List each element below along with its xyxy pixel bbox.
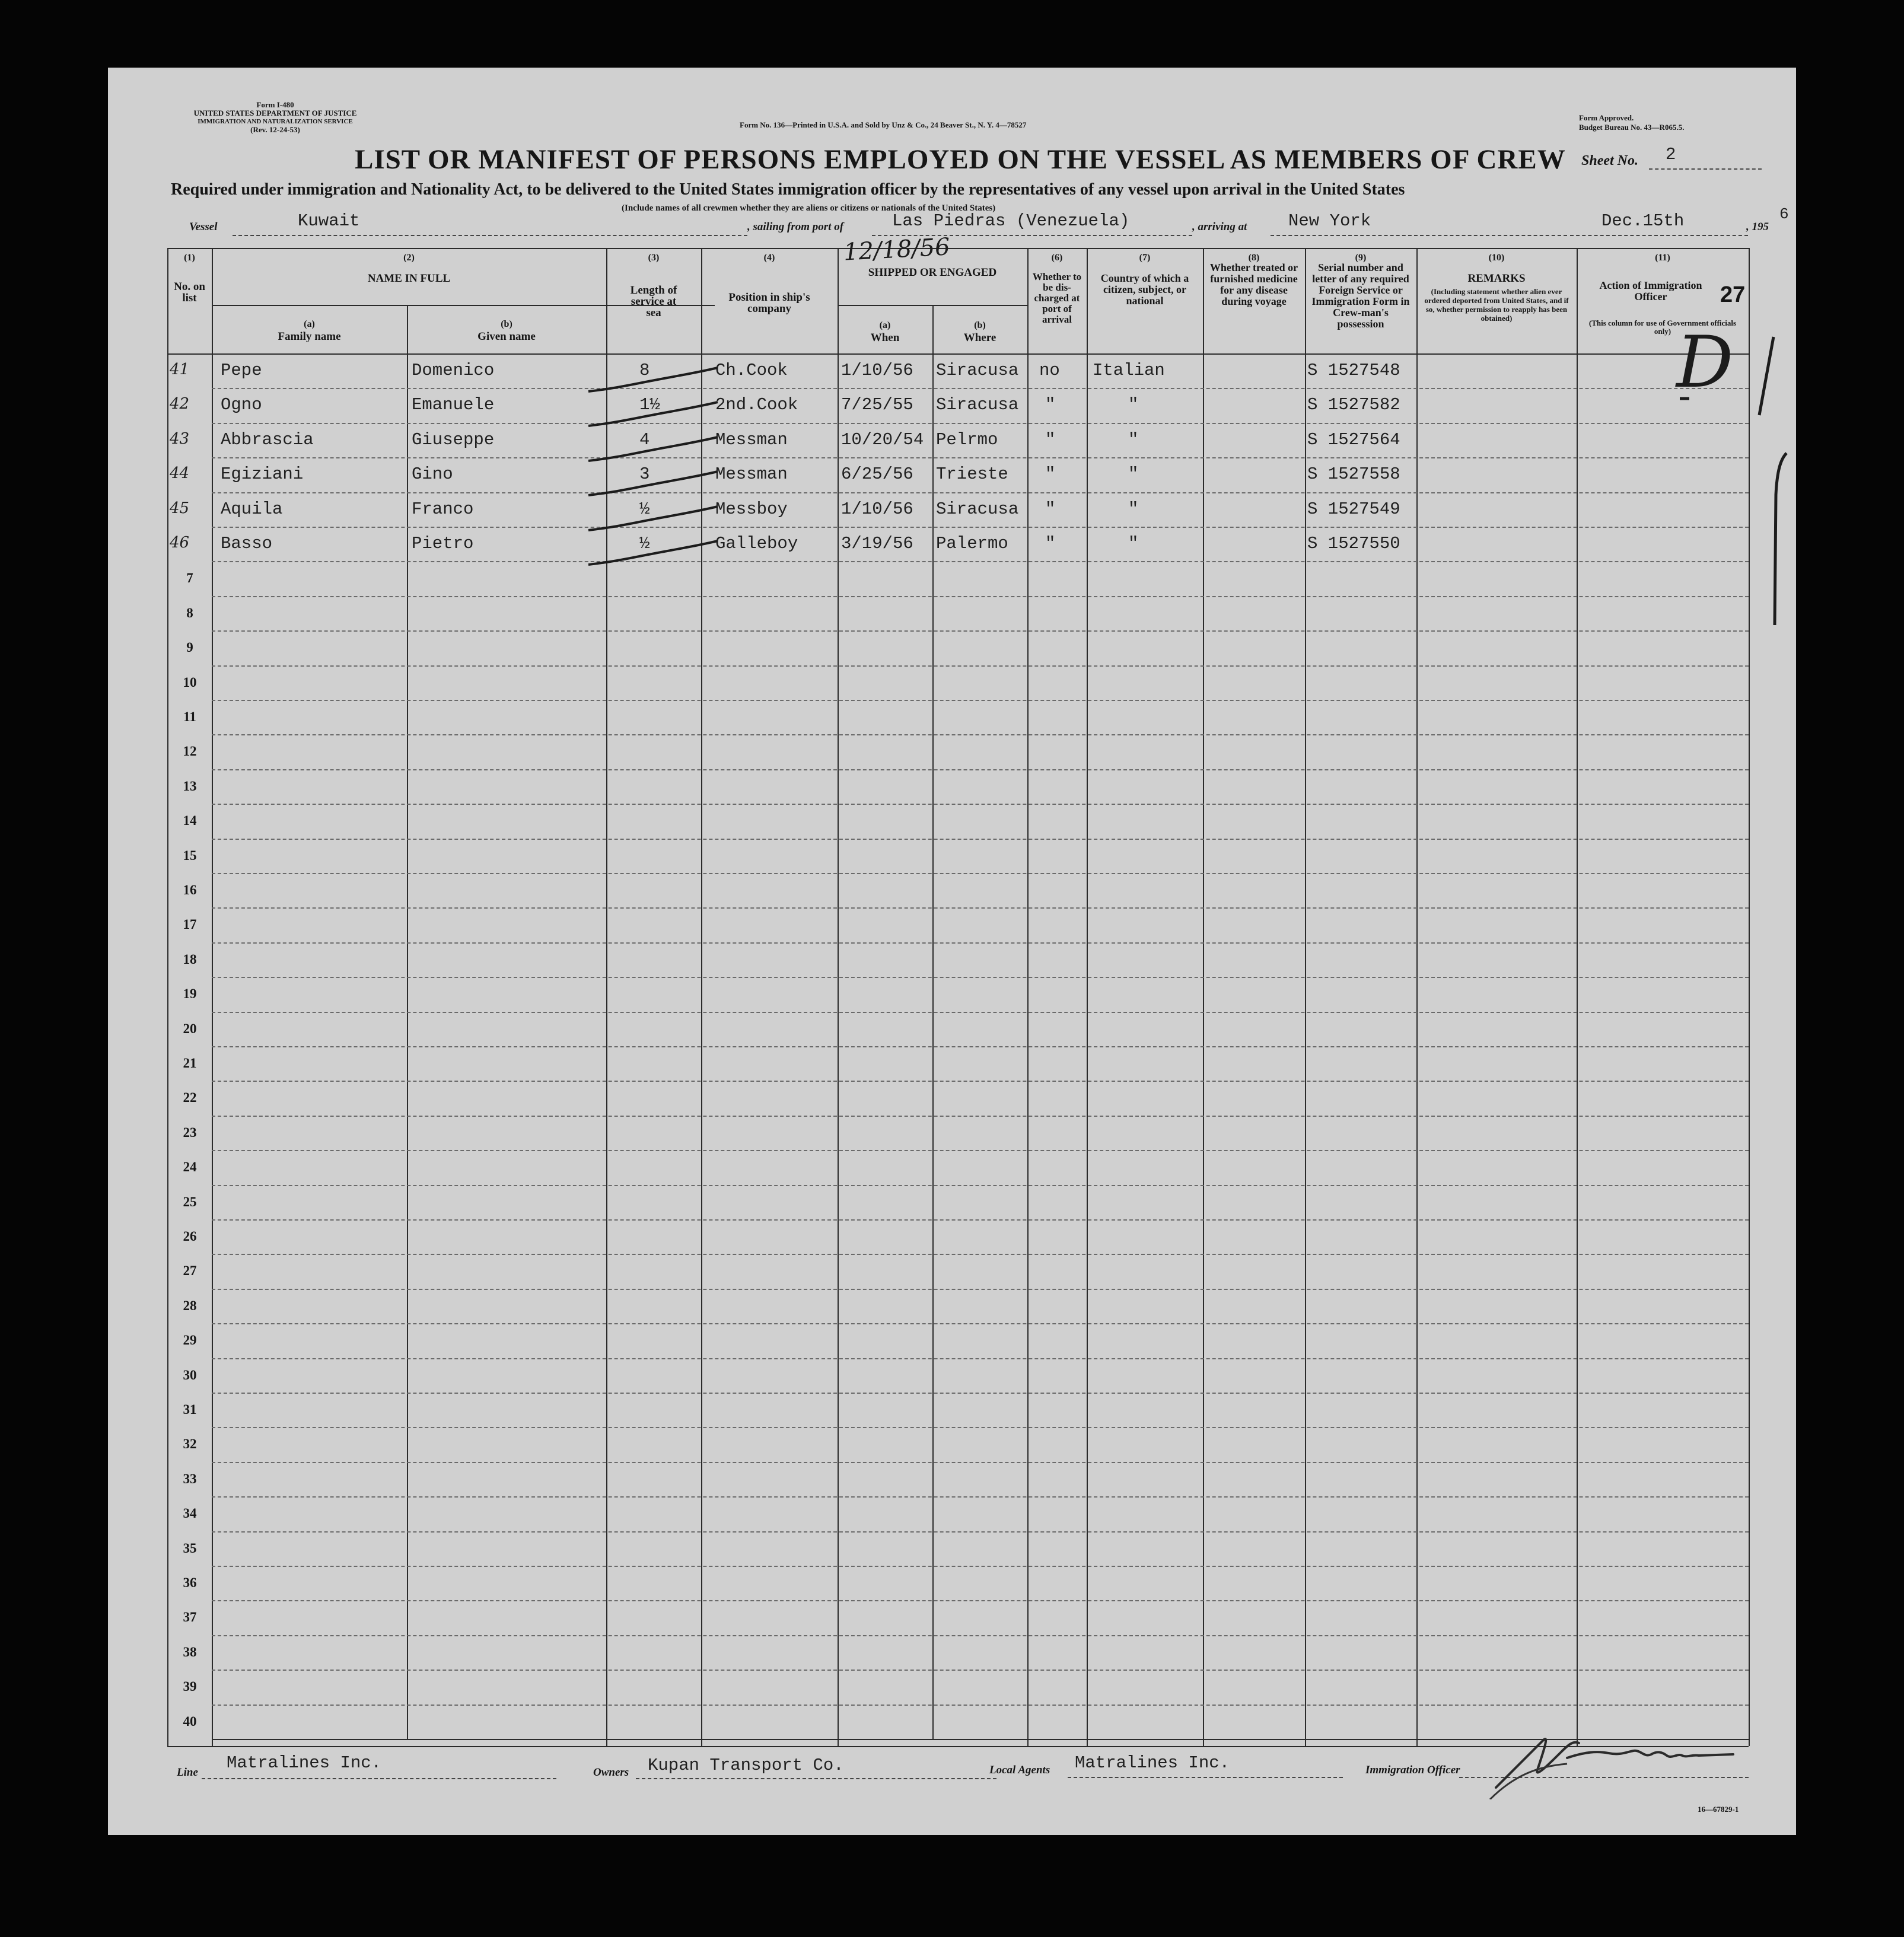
col5b-number: (b) — [974, 320, 986, 330]
row-rule — [212, 388, 1749, 389]
row-rule — [212, 1323, 1749, 1324]
col2a-header: Family name — [278, 330, 341, 343]
to-be-discharged: " — [1045, 534, 1056, 553]
row-number: 34 — [183, 1506, 197, 1521]
position: Messman — [715, 464, 788, 485]
position: Messman — [715, 429, 788, 450]
shipped-when: 7/25/55 — [841, 395, 913, 415]
col1-number: (1) — [184, 253, 195, 263]
shipped-when: 3/19/56 — [841, 534, 913, 553]
manifest-page — [108, 68, 1796, 1835]
row-rule — [212, 1358, 1749, 1359]
row-rule — [212, 665, 1749, 667]
nationality: " — [1128, 429, 1139, 450]
given-name: Domenico — [412, 361, 495, 380]
row-number: 16 — [183, 883, 197, 897]
col5a-header: When — [870, 332, 900, 344]
to-be-discharged: " — [1045, 464, 1056, 485]
vessel-name: Kuwait — [298, 211, 360, 231]
nationality: " — [1128, 534, 1139, 553]
row-rule — [212, 977, 1749, 978]
immigration-officer-label: Immigration Officer — [1365, 1764, 1460, 1776]
row-rule — [212, 1566, 1749, 1567]
row-number: 13 — [183, 778, 197, 794]
line-label: Line — [177, 1766, 198, 1779]
sheet-line — [1649, 168, 1762, 170]
row-rule — [212, 457, 1749, 458]
row-rule — [212, 1635, 1749, 1636]
col2b-header: Given name — [477, 330, 536, 343]
nationality: " — [1128, 464, 1139, 485]
row-rule — [212, 1046, 1749, 1047]
form-code: 16—67829-1 — [1698, 1805, 1739, 1814]
form-id-block — [163, 101, 388, 134]
row-rule — [212, 1427, 1749, 1428]
sailing-label: , sailing from port of — [747, 221, 844, 233]
serial-number: S 1527558 — [1307, 464, 1400, 485]
row-number: 29 — [183, 1333, 197, 1348]
handwritten-date-annotation: 12/18/56 — [842, 233, 951, 266]
shipped-when: 10/20/54 — [841, 429, 924, 450]
row-rule — [212, 804, 1749, 805]
shipped-where: Trieste — [936, 464, 1008, 485]
arrival-date: Dec.15th — [1601, 211, 1685, 231]
row-number: 40 — [183, 1713, 197, 1729]
department: UNITED STATES DEPARTMENT OF JUSTICE — [193, 109, 357, 117]
nationality: " — [1128, 499, 1139, 519]
position: Messboy — [715, 499, 788, 519]
action-bracket-line — [1763, 447, 1798, 637]
action-mark: D — [1676, 321, 1734, 404]
local-agents-label: Local Agents — [989, 1764, 1050, 1776]
arriving-label: , arriving at — [1192, 221, 1247, 233]
col8-number: (8) — [1248, 253, 1260, 263]
row-rule — [212, 423, 1749, 424]
col11-header: Action of Immigration Officer — [1599, 279, 1702, 302]
row-rule — [212, 907, 1749, 909]
row-number: 15 — [183, 848, 197, 863]
form-approved: Form Approved. — [1579, 113, 1634, 122]
crew-row-number: 42 — [170, 395, 190, 413]
row-rule — [212, 596, 1749, 597]
col7-number: (7) — [1139, 253, 1151, 263]
sheet-label: Sheet No. — [1581, 153, 1638, 168]
col2b-number: (b) — [501, 319, 512, 329]
col7-header: Country of which a citizen, subject, or national — [1100, 272, 1189, 307]
row-rule — [212, 1531, 1749, 1533]
page-title: LIST OR MANIFEST OF PERSONS EMPLOYED ON THE VESSEL AS MEMBERS OF CREW — [355, 144, 1566, 175]
check-stroke — [586, 537, 722, 573]
row-number: 28 — [183, 1298, 197, 1313]
shipped-when: 6/25/56 — [841, 464, 913, 485]
row-number: 25 — [183, 1194, 197, 1209]
position: Ch.Cook — [715, 361, 788, 380]
check-stroke — [586, 399, 722, 434]
col6-header: Whether to be dis-charged at port of arrival — [1032, 271, 1082, 325]
position: 2nd.Cook — [715, 395, 798, 415]
local-agents: Matralines Inc. — [1075, 1753, 1230, 1773]
departure-port: Las Piedras (Venezuela) — [892, 211, 1130, 231]
row-number: 7 — [186, 571, 193, 586]
include-note: (Include names of all crewmen whether they are aliens or citizens or nationals of the United States) — [622, 203, 996, 213]
row-number: 9 — [186, 640, 193, 655]
row-number: 33 — [183, 1471, 197, 1486]
shipping-line: Matralines Inc. — [227, 1753, 382, 1773]
length-of-service: 8 — [639, 361, 650, 380]
row-rule — [212, 1150, 1749, 1151]
row-rule — [212, 1496, 1749, 1498]
crew-row-number: 45 — [170, 499, 190, 517]
given-name: Giuseppe — [412, 429, 495, 450]
row-number: 38 — [183, 1644, 197, 1659]
col5a-number: (a) — [879, 320, 891, 330]
col11-number: (11) — [1655, 253, 1670, 263]
crew-row-number: 46 — [170, 534, 190, 552]
shipped-when: 1/10/56 — [841, 499, 913, 519]
to-be-discharged: " — [1045, 395, 1056, 415]
to-be-discharged: " — [1045, 429, 1056, 450]
row-rule — [212, 527, 1749, 528]
check-stroke — [586, 503, 722, 539]
given-name: Emanuele — [412, 395, 495, 415]
service: IMMIGRATION AND NATURALIZATION SERVICE — [198, 118, 353, 125]
row-number: 23 — [183, 1124, 197, 1140]
row-number: 31 — [183, 1402, 197, 1417]
row-rule — [212, 700, 1749, 701]
to-be-discharged: " — [1045, 499, 1056, 519]
row-rule — [212, 873, 1749, 874]
row-number: 19 — [183, 986, 197, 1002]
col10-note: (Including statement whether alien ever ordered deported from United States, and if so, whether permission to reapply has been obtained) — [1424, 287, 1569, 323]
vessel-label: Vessel — [189, 221, 218, 233]
family-name: Egiziani — [221, 464, 304, 485]
year-prefix: , 195 — [1746, 221, 1769, 233]
row-number: 18 — [183, 951, 197, 967]
nationality: Italian — [1093, 361, 1165, 380]
row-rule — [212, 1462, 1749, 1463]
row-number: 8 — [186, 605, 193, 620]
col6-number: (6) — [1051, 253, 1063, 263]
shipped-where: Pelrmo — [936, 429, 998, 450]
col2-number: (2) — [403, 253, 415, 263]
owners-label: Owners — [593, 1766, 629, 1779]
family-name: Basso — [221, 534, 273, 553]
row-rule — [212, 630, 1749, 632]
row-number: 11 — [183, 709, 196, 724]
row-number: 35 — [183, 1540, 197, 1556]
row-number: 22 — [183, 1090, 197, 1106]
row-number: 12 — [183, 744, 197, 759]
crew-row-number: 43 — [170, 429, 190, 448]
given-name: Pietro — [412, 534, 474, 553]
budget-bureau: Budget Bureau No. 43—R065.5. — [1579, 123, 1685, 132]
length-of-service: 3 — [639, 464, 650, 485]
row-rule — [212, 942, 1749, 944]
printer-note: Form No. 136—Printed in U.S.A. and Sold by Unz & Co., 24 Beaver St., N. Y. 4—78527 — [740, 120, 1027, 129]
row-number: 39 — [183, 1679, 197, 1694]
col11-mark: 27 — [1720, 282, 1746, 307]
serial-number: S 1527550 — [1307, 534, 1400, 553]
given-name: Gino — [412, 464, 453, 485]
shipped-where: Siracusa — [936, 395, 1019, 415]
col3-number: (3) — [648, 253, 660, 263]
row-number: 21 — [183, 1056, 197, 1071]
col2-header: NAME IN FULL — [367, 272, 451, 285]
officer-signature — [1478, 1716, 1739, 1799]
serial-number: S 1527582 — [1307, 395, 1400, 415]
col1-header: No. on list — [174, 281, 205, 304]
position: Galleboy — [715, 534, 798, 553]
shipped-where: Siracusa — [936, 361, 1019, 380]
row-rule — [212, 561, 1749, 562]
family-name: Abbrascia — [221, 429, 314, 450]
row-rule — [212, 1116, 1749, 1117]
nationality: " — [1128, 395, 1139, 415]
serial-number: S 1527548 — [1307, 361, 1400, 380]
col11-note: (This column for use of Government officials only) — [1588, 318, 1737, 336]
col9-number: (9) — [1355, 253, 1367, 263]
row-rule — [212, 1254, 1749, 1255]
family-name: Ogno — [221, 395, 262, 415]
row-number: 37 — [183, 1610, 197, 1625]
col4-header: Position in ship's company — [728, 291, 810, 315]
year-digit: 6 — [1779, 205, 1789, 223]
col8-header: Whether treated or furnished medicine for any disease during voyage — [1209, 262, 1298, 307]
row-rule — [212, 1289, 1749, 1290]
col4-number: (4) — [763, 253, 775, 263]
serial-number: S 1527564 — [1307, 429, 1400, 450]
requirement-text: Required under immigration and Nationality Act, to be delivered to the United States immigration officer by the representatives of any vessel upon arrival in the United States — [171, 180, 1405, 199]
row-rule — [212, 1705, 1749, 1706]
shipped-where: Palermo — [936, 534, 1008, 553]
row-number: 32 — [183, 1436, 197, 1452]
shipped-where: Siracusa — [936, 499, 1019, 519]
row-number: 10 — [183, 674, 197, 690]
row-number: 26 — [183, 1229, 197, 1244]
arrival-port: New York — [1288, 211, 1371, 231]
row-number: 36 — [183, 1575, 197, 1590]
length-of-service: 4 — [639, 429, 650, 450]
given-name: Franco — [412, 499, 474, 519]
col2a-number: (a) — [304, 319, 315, 329]
row-number: 27 — [183, 1263, 197, 1279]
sheet-number: 2 — [1666, 145, 1676, 164]
check-stroke — [586, 364, 722, 400]
to-be-discharged: no — [1039, 361, 1060, 380]
action-mark-slash — [1751, 332, 1787, 427]
row-rule — [212, 839, 1749, 840]
row-rule — [212, 1185, 1749, 1186]
row-rule — [212, 1012, 1749, 1013]
row-rule — [212, 734, 1749, 735]
serial-number: S 1527549 — [1307, 499, 1400, 519]
row-number: 20 — [183, 1021, 197, 1036]
crew-row-number: 44 — [170, 464, 190, 483]
row-rule — [212, 1670, 1749, 1671]
col9-header: Serial number and letter of any required Foreign Service or Immigration Form in Crew-man's possession — [1311, 262, 1410, 330]
col3-header: Length of service at sea — [630, 284, 677, 319]
family-name: Aquila — [221, 499, 283, 519]
row-rule — [212, 769, 1749, 770]
row-number: 14 — [183, 813, 197, 829]
check-stroke — [586, 468, 722, 504]
family-name: Pepe — [221, 361, 262, 380]
row-rule — [212, 492, 1749, 493]
row-rule — [212, 1219, 1749, 1221]
row-number: 24 — [183, 1159, 197, 1175]
shipped-when: 1/10/56 — [841, 361, 913, 380]
length-of-service: ½ — [639, 499, 650, 519]
row-number: 30 — [183, 1367, 197, 1382]
length-of-service: ½ — [639, 534, 650, 553]
col5-header: SHIPPED OR ENGAGED — [868, 266, 997, 279]
col5b-header: Where — [963, 332, 996, 344]
length-of-service: 1½ — [639, 395, 660, 415]
form-id: Form I-480 — [256, 100, 294, 109]
col10-number: (10) — [1488, 253, 1505, 263]
revision: (Rev. 12-24-53) — [250, 125, 300, 134]
owners: Kupan Transport Co. — [648, 1756, 844, 1775]
check-stroke — [586, 434, 722, 469]
row-rule — [212, 1600, 1749, 1601]
col10-header: REMARKS — [1467, 272, 1526, 285]
row-rule — [212, 1393, 1749, 1394]
row-rule — [212, 1081, 1749, 1082]
crew-row-number: 41 — [170, 361, 190, 378]
row-number: 17 — [183, 917, 197, 932]
